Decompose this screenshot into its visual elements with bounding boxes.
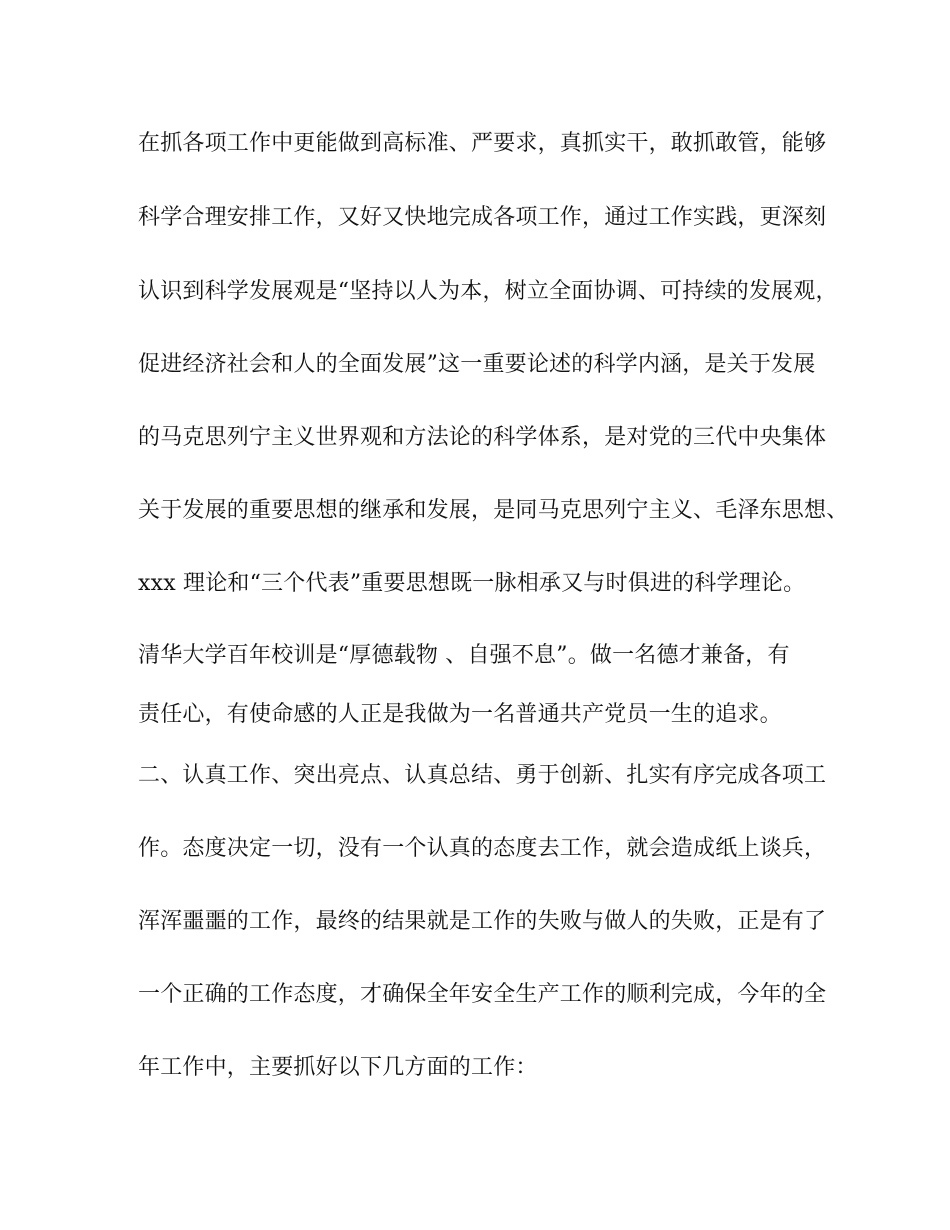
paragraph-line-11: 作。态度决定一切，没有一个认真的态度去工作，就会造成纸上谈兵， — [138, 836, 827, 861]
paragraph-line-6: 关于发展的重要思想的继承和发展，是同马克思列宁主义、毛泽东思想、 — [138, 498, 849, 523]
paragraph-line-1: 在抓各项工作中更能做到高标准、严要求，真抓实干，敢抓敢管，能够 — [138, 131, 827, 156]
paragraph-line-9: 责任心，有使命感的人正是我做为一名普通共产党员一生的追求。 — [138, 702, 782, 727]
paragraph-line-12: 浑浑噩噩的工作，最终的结果就是工作的失败与做人的失败，正是有了 — [138, 909, 827, 934]
paragraph-line-10: 二、认真工作、突出亮点、认真总结、勇于创新、扎实有序完成各项工 — [138, 763, 827, 788]
paragraph-line-7: xxx 理论和“三个代表”重要思想既一脉相承又与时俱进的科学理论。 — [138, 571, 806, 596]
paragraph-line-14: 年工作中，主要抓好以下几方面的工作： — [138, 1055, 538, 1080]
paragraph-line-4: 促进经济社会和人的全面发展”这一重要论述的科学内涵，是关于发展 — [138, 352, 816, 377]
paragraph-line-8: 清华大学百年校训是“厚德载物 、自强不息”。做一名德才兼备，有 — [138, 643, 790, 668]
paragraph-line-13: 一个正确的工作态度，才确保全年安全生产工作的顺利完成，今年的全 — [138, 982, 827, 1007]
paragraph-line-2: 科学合理安排工作，又好又快地完成各项工作，通过工作实践，更深刻 — [138, 205, 827, 230]
paragraph-line-5: 的马克思列宁主义世界观和方法论的科学体系，是对党的三代中央集体 — [138, 425, 827, 450]
paragraph-line-3: 认识到科学发展观是“坚持以人为本，树立全面协调、可持续的发展观， — [138, 279, 838, 304]
